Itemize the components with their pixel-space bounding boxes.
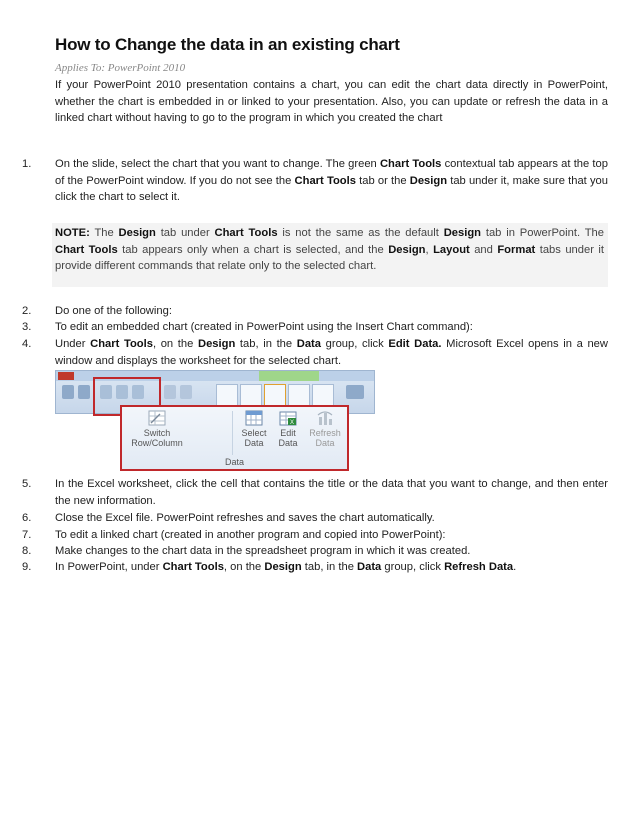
- save-template-icon: [78, 385, 90, 399]
- edit-data-button[interactable]: X Edit Data: [274, 410, 302, 448]
- list-item: 2. Do one of the following:: [22, 305, 172, 317]
- file-tab: [58, 372, 74, 380]
- list-item: 3. To edit an embedded chart (created in PowerPoint using the Insert Chart command):: [22, 321, 473, 333]
- data-group-zoom: [120, 405, 349, 471]
- intro-paragraph: If your PowerPoint 2010 presentation contains a chart, you can edit the chart data directly in PowerPoint, whether the chart is embedded in or linked to your presentation. Also, you can update or refresh the data in a linked chart without having to go to the program in which you created the chart: [55, 79, 608, 124]
- list-item: 7. To edit a linked chart (created in another program and copied into PowerPoint):: [22, 529, 446, 541]
- list-item: 8. Make changes to the chart data in the spreadsheet program in which it was created.: [22, 545, 471, 557]
- list-item: 9. In PowerPoint, under Chart Tools, on the Design tab, in the Data group, click Refresh Data.: [22, 561, 517, 573]
- switch-row-column-icon: [148, 410, 166, 426]
- chart-layout-icon: [164, 385, 176, 399]
- list-item: 6. Close the Excel file. PowerPoint refreshes and saves the chart automatically.: [22, 512, 435, 524]
- change-chart-type-icon: [62, 385, 74, 399]
- select-data-button[interactable]: Select Data: [240, 410, 268, 448]
- list-item: 4. Under Chart Tools, on the Design tab, in the Data group, click Edit Data. Microsoft Excel opens in a new window and displays the worksheet for the selected chart.: [22, 338, 608, 367]
- ribbon-screenshot: [55, 370, 375, 470]
- applies-to: Applies To: PowerPoint 2010: [55, 62, 186, 74]
- data-group-label: Data: [224, 457, 244, 467]
- page-title: How to Change the data in an existing chart: [55, 35, 400, 54]
- group-divider: [232, 411, 233, 455]
- switch-row-column-button[interactable]: Switch Row/Column: [128, 410, 186, 448]
- chart-layout-icon: [180, 385, 192, 399]
- list-item: 5. In the Excel worksheet, click the cell that contains the title or the data that you want to change, and then enter the new information.: [22, 478, 608, 507]
- list-item: 1. On the slide, select the chart that you want to change. The green Chart Tools contextual tab appears at the top of the PowerPoint window. If you do not see the Chart Tools tab or the Design tab under it, make sure that you click the chart to select it.: [22, 158, 608, 203]
- svg-text:X: X: [290, 420, 295, 426]
- chart-tools-tab: [259, 371, 319, 381]
- quick-styles-icon: [346, 385, 364, 399]
- refresh-data-icon: [316, 410, 334, 426]
- select-data-icon: [245, 410, 263, 426]
- edit-data-icon: [279, 410, 297, 426]
- note-box: NOTE: The Design tab under Chart Tools is not the same as the default Design tab in PowerPoint. The Chart Tools tab appears only when a chart is selected, and the Design, Layout and Format tabs under it provide different commands that relate only to the selected chart.: [52, 223, 608, 287]
- refresh-data-button[interactable]: Refresh Data: [308, 410, 342, 448]
